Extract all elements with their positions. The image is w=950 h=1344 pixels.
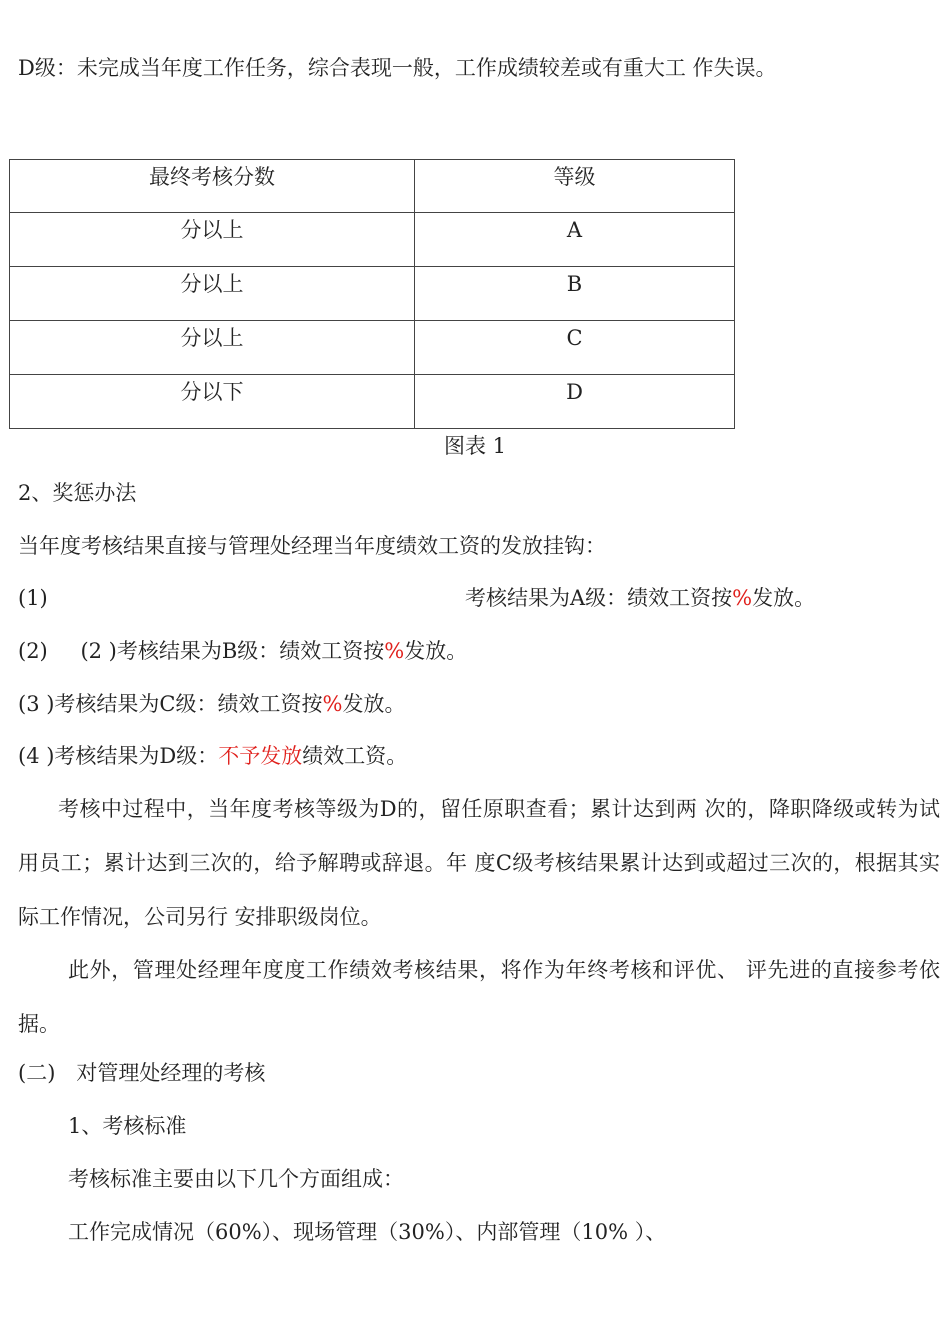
- header-score: 最终考核分数: [10, 160, 415, 213]
- reward-item-3: [18, 689, 405, 719]
- item-percent: %: [732, 586, 753, 610]
- item-prefix: (4 )考核结果为D级：: [18, 744, 219, 768]
- grade-table: [9, 159, 735, 429]
- header-grade: 等级: [415, 160, 735, 213]
- table-header-row: [10, 160, 735, 213]
- item-prefix: (3 )考核结果为C级：绩效工资按: [18, 692, 323, 716]
- item-suffix: 发放。: [752, 586, 816, 610]
- item-number: (2): [18, 639, 48, 663]
- item-number: (1): [18, 586, 48, 610]
- reward-lead: 当年度考核结果直接与管理处经理当年度绩效工资的发放挂钩：: [18, 534, 606, 558]
- paragraph-process: 考核中过程中，当年度考核等级为D的，留任原职查看；累计达到两 次的，降职降级或转为试用员工；累计达到三次的，给予解聘或辞退。年 度C级考核结果累计达到或超过三次的，根据其实际工作情况，公司另行 安排职级岗位。: [18, 797, 940, 929]
- table-row: [10, 213, 735, 267]
- item-text: [80, 639, 467, 663]
- item-suffix: 发放。: [404, 639, 468, 663]
- cell-score: 分以下: [10, 375, 415, 429]
- item-suffix: 发放。: [342, 692, 406, 716]
- section-two-subheading: 1、考核标准: [68, 1114, 187, 1138]
- reward-item-2: [18, 636, 467, 666]
- cell-grade: A: [415, 213, 735, 267]
- cell-grade: D: [415, 375, 735, 429]
- intro-line: D级：未完成当年度工作任务，综合表现一般，工作成绩较差或有重大工 作失误。: [18, 56, 777, 80]
- cell-score: 分以上: [10, 213, 415, 267]
- item-prefix: 考核结果为A级：绩效工资按: [465, 586, 733, 610]
- table-row: [10, 321, 735, 375]
- reward-item-4: [18, 741, 407, 771]
- table-row: [10, 375, 735, 429]
- paragraph-other: 此外，管理处经理年度度工作绩效考核结果，将作为年终考核和评优、 评先进的直接参考依据。: [18, 958, 940, 1036]
- item-percent: %: [322, 692, 343, 716]
- item-suffix: 绩效工资。: [302, 744, 408, 768]
- reward-item-1: [18, 583, 816, 613]
- table-row: [10, 267, 735, 321]
- section-two-heading: (二) 对管理处经理的考核: [18, 1061, 266, 1085]
- cell-grade: B: [415, 267, 735, 321]
- cell-grade: C: [415, 321, 735, 375]
- cell-score: 分以上: [10, 321, 415, 375]
- item-text: [465, 583, 815, 613]
- item-highlight: 不予发放: [218, 744, 303, 768]
- reward-heading: 2、奖惩办法: [18, 481, 137, 505]
- item-prefix: (2 )考核结果为B级：绩效工资按: [80, 639, 385, 663]
- cell-score: 分以上: [10, 267, 415, 321]
- section-two-lead: 考核标准主要由以下几个方面组成：: [68, 1167, 404, 1191]
- section-two-components: 工作完成情况（60%）、现场管理（30%）、内部管理（10% ）、: [68, 1220, 667, 1244]
- table-caption: 图表 1: [443, 434, 507, 458]
- item-percent: %: [384, 639, 405, 663]
